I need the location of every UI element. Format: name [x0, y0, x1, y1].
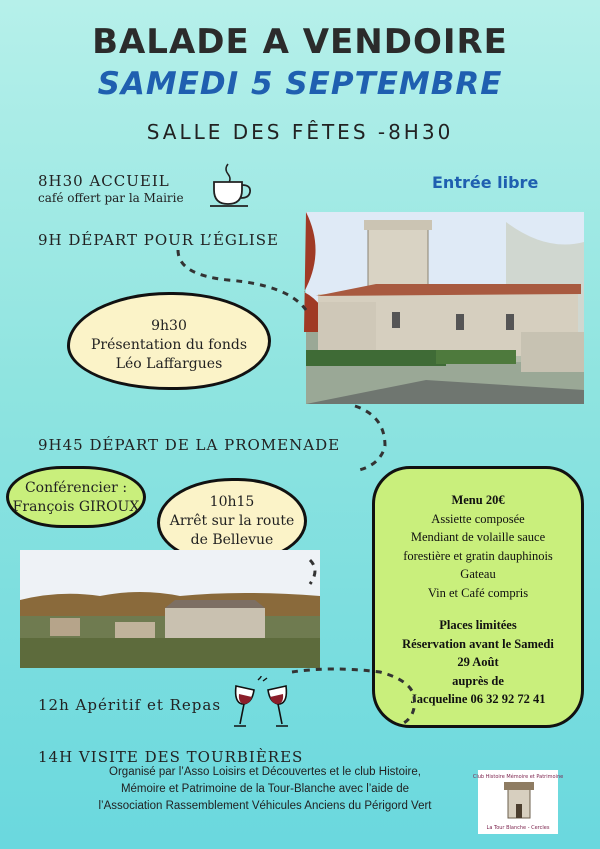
menu-title: Menu 20€ — [451, 493, 505, 507]
schedule-tourbieres: 14H VISITE DES TOURBIÈRES — [38, 748, 304, 766]
schedule-repas: 12h Apéritif et Repas — [38, 696, 222, 714]
logo-bottom-text: La Tour Blanche - Cercles — [486, 825, 550, 831]
event-date: SAMEDI 5 SEPTEMBRE — [97, 66, 503, 102]
organizers-footer — [70, 764, 460, 815]
menu-item: Assiette composée — [431, 511, 525, 526]
menu-info: Réservation avant le Samedi — [402, 636, 554, 651]
menu-item: forestière et gratin dauphinois — [403, 548, 553, 563]
bubble-fonds-text: Présentation du fonds — [90, 337, 248, 353]
bubble-arret-time: 10h15 — [209, 494, 255, 510]
bubble-arret-text: Arrêt sur la route — [169, 513, 295, 529]
bubble-fonds-time: 9h30 — [151, 318, 187, 334]
event-venue: SALLE DES FÊTES -8H30 — [146, 120, 454, 144]
schedule-accueil-note: café offert par la Mairie — [38, 191, 184, 205]
bubble-conferencier-label: Conférencier : — [24, 480, 128, 496]
event-title: BALADE A VENDOIRE — [92, 22, 508, 62]
schedule-eglise: 9H DÉPART POUR L’ÉGLISE — [38, 231, 279, 249]
menu-info: auprès de — [452, 673, 504, 688]
menu-info: 29 Août — [457, 655, 499, 669]
footer-line: Mémoire et Patrimoine de la Tour-Blanche avec l’aide de — [120, 783, 410, 795]
menu-contact: Jacqueline 06 32 92 72 41 — [410, 692, 546, 706]
logo-top-text: Club Histoire Mémoire et Patrimoine — [472, 774, 564, 780]
bubble-fonds-name: Léo Laffargues — [115, 356, 223, 372]
bubble-conferencier-name: François GIROUX — [12, 499, 140, 515]
menu-item: Gateau — [460, 567, 496, 581]
club-logo — [472, 770, 564, 834]
schedule-promenade: 9H45 DÉPART DE LA PROMENADE — [38, 436, 341, 454]
menu-item: Vin et Café compris — [427, 585, 529, 600]
menu-item: Mendiant de volaille sauce — [410, 530, 546, 544]
footer-line: Organisé par l’Asso Loisirs et Découvertes et le club Histoire, — [109, 766, 421, 778]
schedule-accueil: 8H30 ACCUEIL — [38, 172, 170, 190]
menu-info: Places limitées — [439, 618, 517, 632]
bubble-arret-place: de Bellevue — [190, 532, 274, 548]
footer-line: l’Association Rassemblement Véhicules Anciens du Périgord Vert — [98, 800, 432, 812]
entry-badge: Entrée libre — [432, 173, 539, 192]
